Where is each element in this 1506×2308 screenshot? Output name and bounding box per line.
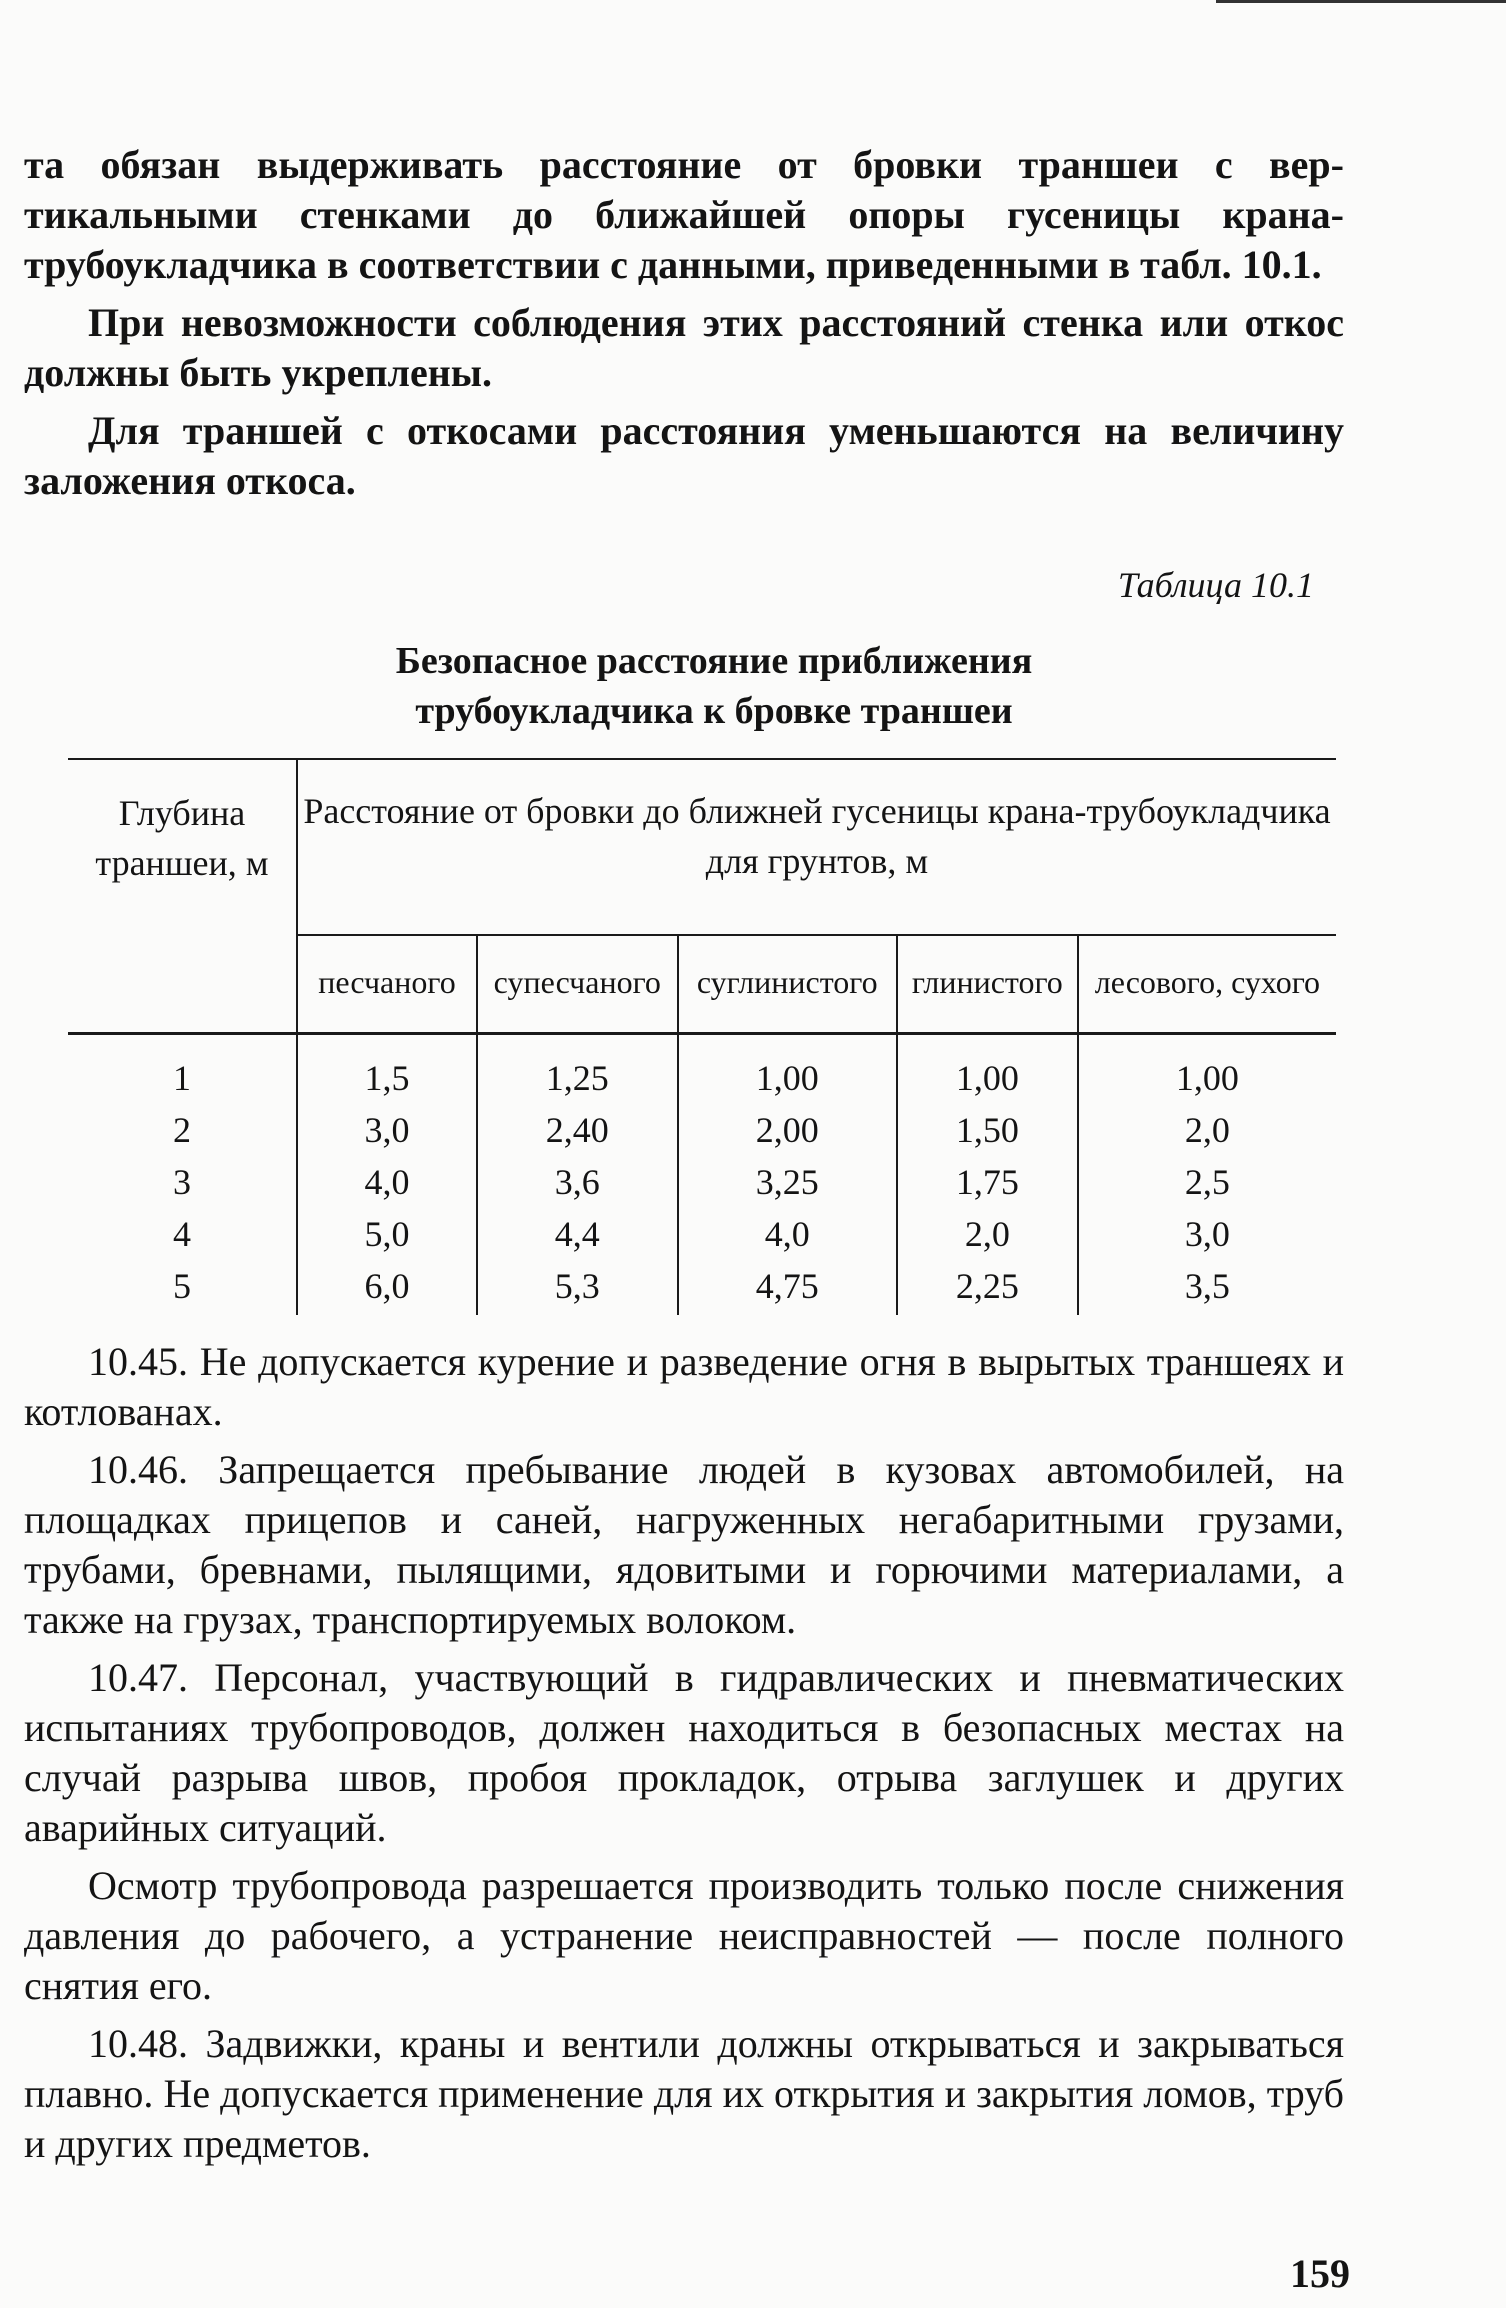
soil-header-loess: лесового, сухого [1078, 935, 1336, 1034]
depth-cell: 2 [173, 1110, 191, 1150]
value-cell: 4,0 [297, 1156, 477, 1208]
paragraph-reinforcement: При невозможности соблюдения этих расстояний стенка или откос должны быть укреплены. [24, 300, 1344, 395]
value-cell: 2,0 [897, 1208, 1078, 1260]
top-edge-line [1216, 0, 1506, 3]
distance-header: Расстояние от бровки до ближней гусеницы крана-трубоукладчика для грунтов, м [297, 759, 1336, 935]
paragraph-slopes: Для траншей с откосами расстояния уменьшаются на величину заложения откоса. [24, 408, 1344, 503]
value-cell: 2,00 [678, 1104, 897, 1156]
table-row [68, 1156, 1336, 1208]
value-cell: 4,4 [477, 1208, 678, 1260]
value-cell: 1,00 [1078, 1034, 1336, 1105]
value-cell: 2,25 [897, 1260, 1078, 1315]
paragraph-10-47: 10.47. Персонал, участвующий в гидравлических и пневматических испытаниях трубопроводов, должен находиться в безопасных местах на случай разрыва швов, пробоя прокладок, отрыва заглушек и других аварийных ситуаций. [24, 1655, 1344, 1850]
value-cell: 3,0 [297, 1104, 477, 1156]
table-title-line1: Безопасное расстояние приближения [395, 640, 1033, 682]
value-cell: 5,3 [477, 1260, 678, 1315]
soil-header-sandy-loam: супесчаного [477, 935, 678, 1034]
paragraph-10-48: 10.48. Задвижки, краны и вентили должны открываться и закрываться плавно. Не допускается применение для их открытия и закрытия ломов, труб и других предметов. [24, 2021, 1344, 2166]
rules-section [24, 1337, 1344, 2169]
table-row [68, 1260, 1336, 1315]
value-cell: 4,75 [678, 1260, 897, 1315]
depth-cell: 5 [173, 1266, 191, 1306]
value-cell: 2,40 [477, 1104, 678, 1156]
value-cell: 1,75 [897, 1156, 1078, 1208]
depth-cell: 4 [173, 1214, 191, 1254]
value-cell: 2,0 [1078, 1104, 1336, 1156]
value-cell: 3,5 [1078, 1260, 1336, 1315]
safety-distance-table-wrap [68, 758, 1336, 1315]
value-cell: 3,25 [678, 1156, 897, 1208]
soil-header-clay: глинистого [897, 935, 1078, 1034]
table-row [68, 1104, 1336, 1156]
value-cell: 6,0 [297, 1260, 477, 1315]
value-cell: 3,6 [477, 1156, 678, 1208]
safety-distance-table [68, 758, 1336, 1315]
value-cell: 4,0 [678, 1208, 897, 1260]
value-cell: 1,50 [897, 1104, 1078, 1156]
paragraph-intro: та обязан выдерживать расстояние от бровки траншеи с вертикальными стенками до ближайшей опоры гусеницы крана-трубоукладчика в соответствии с данными, приведенными в табл. 10.1. [24, 142, 1344, 287]
paragraph-inspection: Осмотр трубопровода разрешается производить только после снижения давления до рабочего, а устранение неисправностей — после полного снятия его. [24, 1863, 1344, 2008]
table-body [68, 1034, 1336, 1316]
value-cell: 1,25 [477, 1034, 678, 1105]
table-caption: Таблица 10.1 [1117, 565, 1314, 605]
table-title [24, 636, 1344, 736]
value-cell: 1,5 [297, 1034, 477, 1105]
soil-header-loam: суглинистого [678, 935, 897, 1034]
table-row [68, 1208, 1336, 1260]
depth-cell: 3 [173, 1162, 191, 1202]
paragraph-10-46: 10.46. Запрещается пребывание людей в кузовах автомобилей, на площадках прицепов и саней, нагруженных негабаритными грузами, трубами, бревнами, пылящими, ядовитыми и горючими материалами, а также на грузах, транспортируемых волоком. [24, 1447, 1344, 1642]
value-cell: 2,5 [1078, 1156, 1336, 1208]
soil-header-sand: песчаного [297, 935, 477, 1034]
table-title-line2: трубоукладчика к бровке траншеи [415, 690, 1013, 732]
value-cell: 3,0 [1078, 1208, 1336, 1260]
value-cell: 5,0 [297, 1208, 477, 1260]
page-body [24, 140, 1344, 2169]
value-cell: 1,00 [897, 1034, 1078, 1105]
depth-header: Глубина траншеи, м [68, 759, 297, 1034]
table-row [68, 1034, 1336, 1105]
page-number: 159 [1290, 2251, 1350, 2296]
depth-cell: 1 [173, 1058, 191, 1098]
paragraph-10-45: 10.45. Не допускается курение и разведение огня в вырытых траншеях и котлованах. [24, 1339, 1344, 1434]
value-cell: 1,00 [678, 1034, 897, 1105]
